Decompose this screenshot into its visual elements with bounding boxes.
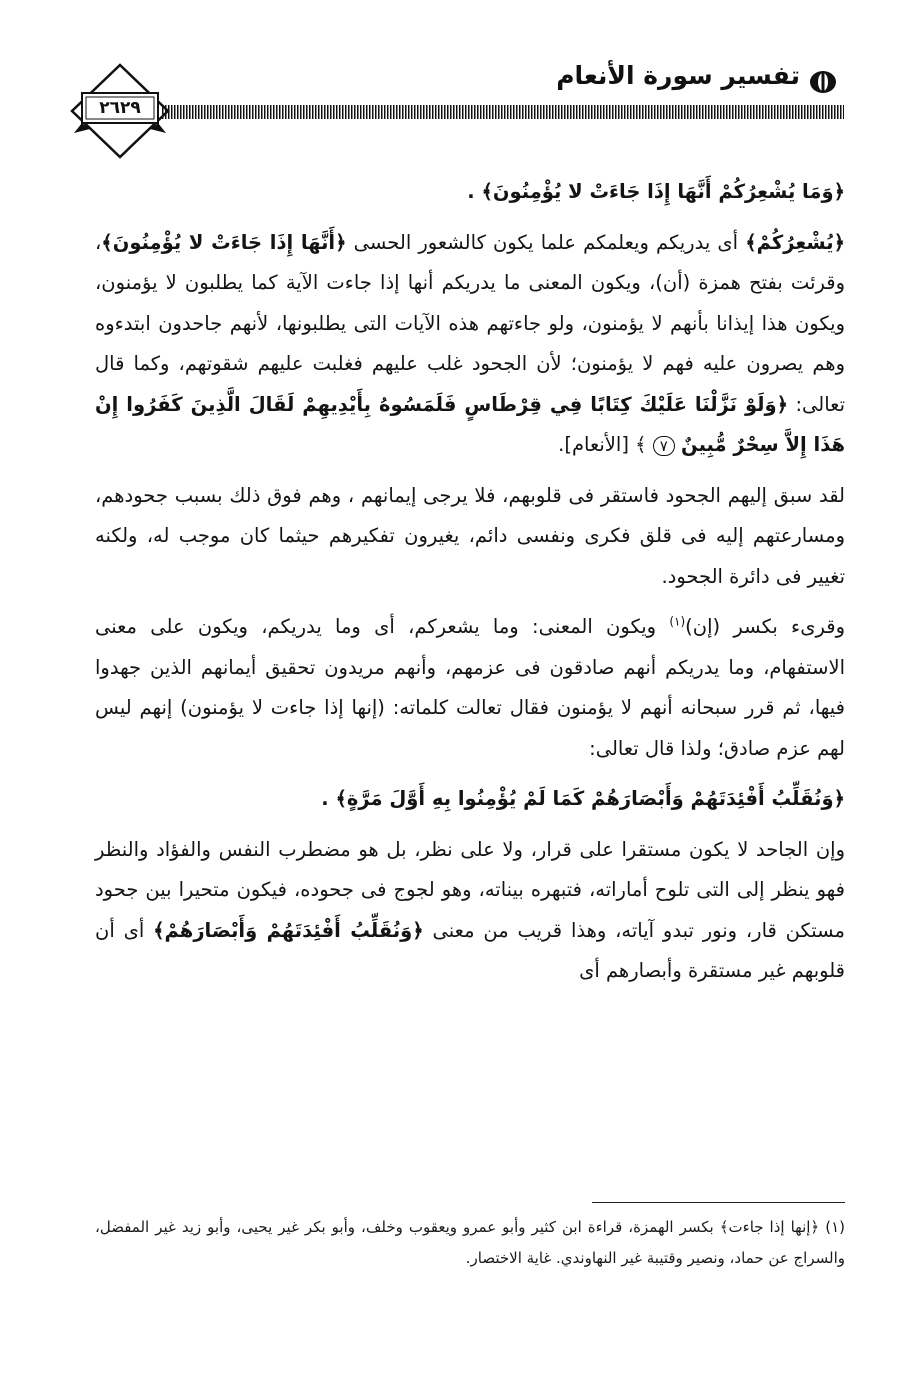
header-rule xyxy=(162,105,844,119)
paragraph-text: أى يدريكم ويعلمكم علما يكون كالشعور الحسى xyxy=(346,230,746,254)
page-header xyxy=(70,55,860,165)
quran-verse: ﴿وَمَا يُشْعِرُكُمْ أَنَّهَا إِذَا جَاءَتْ لا يُؤْمِنُونَ﴾ . xyxy=(467,180,845,203)
running-title: تفسير سورة الأنعام xyxy=(556,61,800,90)
ayah-number: ٧ xyxy=(653,436,675,456)
footnote-marker: (١) xyxy=(669,614,686,629)
footnote-divider xyxy=(592,1202,845,1203)
quran-quote: ﴿يُشْعِرُكُمْ﴾ xyxy=(745,230,845,254)
paragraph xyxy=(95,223,845,466)
paragraph: لقد سبق إليهم الجحود فاستقر فى قلوبهم، فلا يرجى إيمانهم ، وهم فوق ذلك بسبب جحودهم، ومسارعتهم إليه فى قلق فكرى ونفسى دائم، يغيرون تفكيرهم حيثما كان موجب له، ولكنه تغيير فى دائرة الجحود. xyxy=(95,483,845,588)
paragraph-text: ، وقرئت بفتح همزة (أن)، ويكون المعنى ما يدريكم أنها إذا جاءت الآية كما يطلبون لا يؤمنون، ويكون هذا إيذانا بأنهم لا يؤمنون، ولو جاءتهم هذه الآيات التى يطلبونها، لأنهم جاحدون ابتدءوه وهم يصرون عليه فهم لا يؤمنون؛ لأن الجحود غلب عليهم فغلبت عليهم شقوتهم، وكما قال تعالى: xyxy=(95,230,845,416)
paragraph-text: وقرىء بكسر (إن) xyxy=(685,615,845,638)
paragraph-text: وإن الجاحد لا يكون مستقرا على قرار، ولا على نظر، بل هو مضطرب النفس والفؤاد والنظر فهو ينظر إلى التى تلوح أماراته، فتبهره بيناته، وهو لجوج فى جحوده، فيكون متحيرا بين جحود مستكن قار، ونور تبدو آياته، وهذا قريب من معنى xyxy=(95,837,846,942)
paragraph-text: أى أن قلوبهم غير مستقرة وأبصارهم أى xyxy=(95,918,845,982)
paragraph-text: ويكون المعنى: وما يشعركم، أى وما يدريكم، ويكون على معنى الاستفهام، وما يدريكم أنهم صادقون فى عزمهم، وأنهم مريدون تحقيق أيمانهم الذين جهدوا فيها، ثم قرر سبحانه أنهم لا يؤمنون فقال تعالت كلماته: (إنها إذا جاءت لا يؤمنون) إنهم ليس لهم عزم صادق؛ ولذا قال تعالى: xyxy=(95,615,845,760)
quran-quote: ﴿وَلَوْ نَزَّلْنَا عَلَيْكَ كِتَابًا فِي قِرْطَاسٍ فَلَمَسُوهُ بِأَيْدِيهِمْ لَقَالَ الَّذِينَ كَفَرُوا إِنْ هَذَا إِلاَّ سِحْرٌ مُّبِينٌ xyxy=(95,392,845,456)
quran-quote: ﴿وَنُقَلِّبُ أَفْئِدَتَهُمْ وَأَبْصَارَهُمْ﴾ xyxy=(153,918,424,942)
page-number: ٢٦٢٩ xyxy=(99,98,141,118)
paragraph xyxy=(95,830,845,992)
quran-quote: ﴿أَنَّهَا إِذَا جَاءَتْ لا يُؤْمِنُونَ﴾ xyxy=(101,230,347,254)
main-text xyxy=(95,172,845,992)
quran-verse: ﴿وَنُقَلِّبُ أَفْئِدَتَهُمْ وَأَبْصَارَهُمْ كَمَا لَمْ يُؤْمِنُوا بِهِ أَوَّلَ مَرَّةٍ﴾ . xyxy=(321,787,845,810)
page-number-badge xyxy=(70,63,170,159)
paragraph xyxy=(95,607,845,769)
ornament-icon xyxy=(808,69,838,95)
surah-reference: ﴾ [الأنعام]. xyxy=(558,433,647,456)
footnote: (١) ﴿إنها إذا جاءت﴾ بكسر الهمزة، قراءة ابن كثير وأبو عمرو ويعقوب وخلف، وأبو بكر غير يحيى، وأبو زيد غير المفضل، والسراج عن حماد، ونصير وقتيبة غير النهاوندي. غاية الاختصار. xyxy=(95,1218,845,1267)
